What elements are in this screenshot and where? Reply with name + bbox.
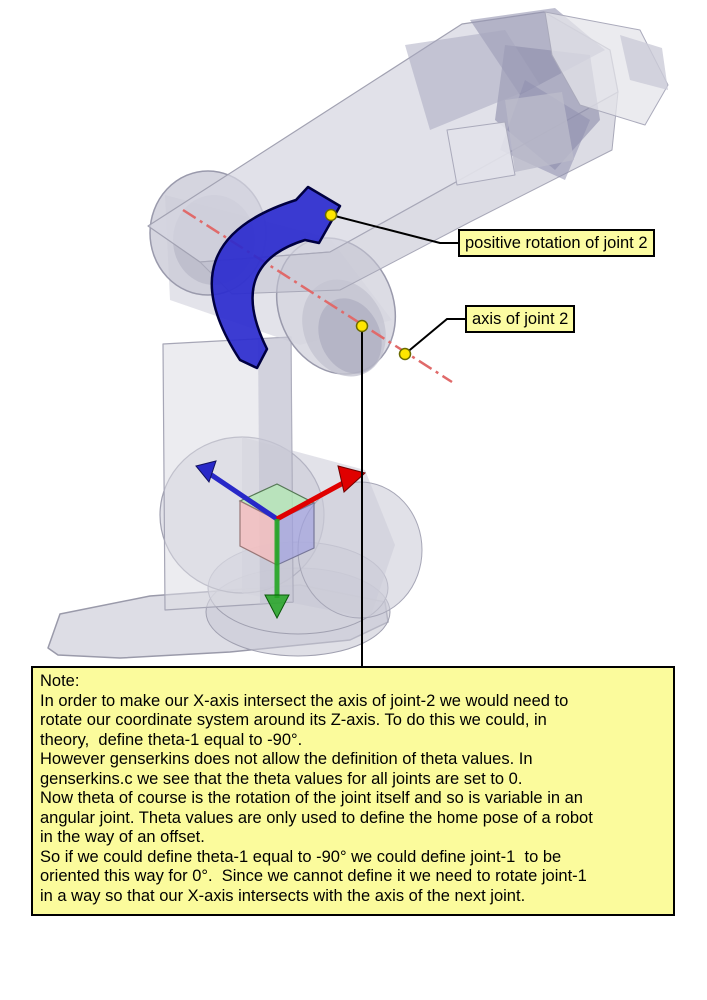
hip-drum-right <box>298 482 422 618</box>
note-line: In order to make our X-axis intersect the axis of joint-2 we would need to <box>40 691 569 710</box>
robot-arm-render <box>48 8 668 658</box>
axis-marker-dot-outer-icon <box>400 349 411 360</box>
arm-block-light <box>447 122 515 185</box>
note-line: So if we could define theta-1 equal to -90° we could define joint-1 to be <box>40 847 562 866</box>
rotation-marker-dot-icon <box>326 210 337 221</box>
note-line: However genserkins does not allow the definition of theta values. In <box>40 750 533 768</box>
label-axis-of-joint2: axis of joint 2 <box>465 305 575 333</box>
arm-block-dark <box>505 92 574 172</box>
note-line: genserkins.c we see that the theta values for all joints are set to 0. <box>40 769 523 788</box>
note-line: Now theta of course is the rotation of the joint itself and so is variable in an <box>40 789 583 807</box>
label-positive-rotation-of-joint2: positive rotation of joint 2 <box>458 229 655 257</box>
leader-line-axis-label <box>405 319 465 354</box>
note-line: in the way of an offset. <box>40 828 205 846</box>
axis-marker-dot-icon <box>357 321 368 332</box>
note-title: Note: <box>40 672 80 690</box>
note-line: angular joint. Theta values are only used to define the home pose of a robot <box>40 808 593 827</box>
note-line: theory, define theta-1 equal to -90°. <box>40 730 303 749</box>
note-line: oriented this way for 0°. Since we cannot define it we need to rotate joint-1 <box>40 867 587 885</box>
note-line: in a way so that our X-axis intersects with the axis of the next joint. <box>40 886 526 905</box>
note-box <box>31 666 675 916</box>
note-line: rotate our coordinate system around its Z-axis. To do this we could, in <box>40 711 547 729</box>
